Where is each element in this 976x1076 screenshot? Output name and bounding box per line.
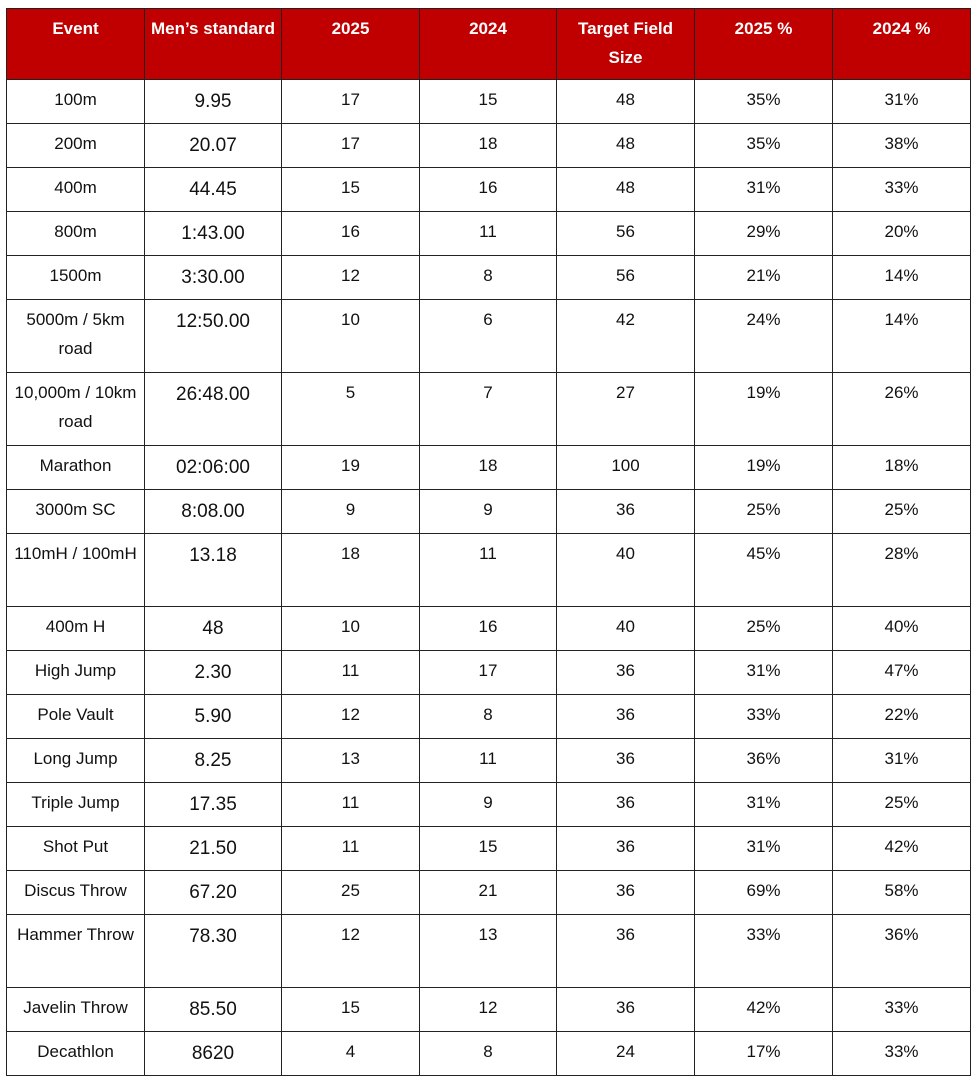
- event-cell: 10,000m / 10km road: [7, 373, 145, 446]
- percent-2025-cell: 69%: [695, 871, 833, 915]
- standard-cell: 26:48.00: [145, 373, 282, 446]
- standard-cell: 21.50: [145, 827, 282, 871]
- standard-cell: 67.20: [145, 871, 282, 915]
- percent-2024-cell: 33%: [833, 988, 971, 1032]
- table-row: [7, 80, 971, 124]
- event-cell: 100m: [7, 80, 145, 124]
- table-row: [7, 300, 971, 373]
- table-row: [7, 695, 971, 739]
- table-row: [7, 212, 971, 256]
- percent-2024-cell: 18%: [833, 446, 971, 490]
- standard-cell: 9.95: [145, 80, 282, 124]
- percent-2025-cell: 33%: [695, 695, 833, 739]
- percent-2024-cell: 36%: [833, 915, 971, 988]
- standard-cell: 48: [145, 607, 282, 651]
- event-cell: 800m: [7, 212, 145, 256]
- count-2024-cell: 16: [420, 607, 557, 651]
- event-cell: Pole Vault: [7, 695, 145, 739]
- count-2024-cell: 8: [420, 1032, 557, 1076]
- table-row: [7, 651, 971, 695]
- count-2024-cell: 8: [420, 695, 557, 739]
- count-2025-cell: 9: [282, 490, 420, 534]
- count-2024-cell: 8: [420, 256, 557, 300]
- percent-2024-cell: 33%: [833, 168, 971, 212]
- event-cell: Long Jump: [7, 739, 145, 783]
- percent-2024-cell: 28%: [833, 534, 971, 607]
- target-field-cell: 36: [557, 827, 695, 871]
- percent-2025-cell: 45%: [695, 534, 833, 607]
- percent-2025-cell: 35%: [695, 80, 833, 124]
- target-field-cell: 48: [557, 80, 695, 124]
- table-row: [7, 827, 971, 871]
- header-2025: 2025: [282, 9, 420, 80]
- count-2025-cell: 5: [282, 373, 420, 446]
- event-cell: 200m: [7, 124, 145, 168]
- target-field-cell: 24: [557, 1032, 695, 1076]
- table-row: [7, 256, 971, 300]
- standard-cell: 3:30.00: [145, 256, 282, 300]
- count-2024-cell: 18: [420, 124, 557, 168]
- event-cell: 3000m SC: [7, 490, 145, 534]
- percent-2025-cell: 31%: [695, 827, 833, 871]
- count-2024-cell: 16: [420, 168, 557, 212]
- table-row: [7, 124, 971, 168]
- percent-2024-cell: 33%: [833, 1032, 971, 1076]
- event-cell: 110mH / 100mH: [7, 534, 145, 607]
- header-2024: 2024: [420, 9, 557, 80]
- count-2024-cell: 11: [420, 534, 557, 607]
- count-2025-cell: 12: [282, 256, 420, 300]
- count-2024-cell: 21: [420, 871, 557, 915]
- table-row: [7, 739, 971, 783]
- target-field-cell: 36: [557, 915, 695, 988]
- count-2024-cell: 11: [420, 212, 557, 256]
- standard-cell: 8620: [145, 1032, 282, 1076]
- percent-2024-cell: 14%: [833, 300, 971, 373]
- event-cell: High Jump: [7, 651, 145, 695]
- count-2025-cell: 11: [282, 827, 420, 871]
- target-field-cell: 36: [557, 739, 695, 783]
- percent-2024-cell: 20%: [833, 212, 971, 256]
- table-row: [7, 783, 971, 827]
- standard-cell: 8:08.00: [145, 490, 282, 534]
- percent-2024-cell: 31%: [833, 80, 971, 124]
- target-field-cell: 48: [557, 124, 695, 168]
- target-field-cell: 36: [557, 651, 695, 695]
- count-2025-cell: 17: [282, 124, 420, 168]
- percent-2024-cell: 31%: [833, 739, 971, 783]
- percent-2024-cell: 25%: [833, 783, 971, 827]
- event-cell: Javelin Throw: [7, 988, 145, 1032]
- percent-2025-cell: 35%: [695, 124, 833, 168]
- event-cell: 400m H: [7, 607, 145, 651]
- count-2025-cell: 12: [282, 915, 420, 988]
- table-row: [7, 168, 971, 212]
- standard-cell: 12:50.00: [145, 300, 282, 373]
- count-2025-cell: 10: [282, 300, 420, 373]
- target-field-cell: 56: [557, 212, 695, 256]
- count-2024-cell: 15: [420, 80, 557, 124]
- percent-2024-cell: 47%: [833, 651, 971, 695]
- count-2024-cell: 9: [420, 783, 557, 827]
- percent-2025-cell: 17%: [695, 1032, 833, 1076]
- count-2024-cell: 7: [420, 373, 557, 446]
- standard-cell: 13.18: [145, 534, 282, 607]
- percent-2025-cell: 19%: [695, 446, 833, 490]
- table-row: [7, 871, 971, 915]
- standard-cell: 17.35: [145, 783, 282, 827]
- event-cell: Triple Jump: [7, 783, 145, 827]
- count-2024-cell: 13: [420, 915, 557, 988]
- count-2025-cell: 13: [282, 739, 420, 783]
- event-cell: Decathlon: [7, 1032, 145, 1076]
- target-field-cell: 42: [557, 300, 695, 373]
- table-row: [7, 915, 971, 988]
- percent-2024-cell: 14%: [833, 256, 971, 300]
- target-field-cell: 36: [557, 490, 695, 534]
- table-row: [7, 607, 971, 651]
- standard-cell: 20.07: [145, 124, 282, 168]
- event-cell: 5000m / 5km road: [7, 300, 145, 373]
- target-field-cell: 40: [557, 607, 695, 651]
- percent-2024-cell: 25%: [833, 490, 971, 534]
- table-row: [7, 988, 971, 1032]
- event-cell: 400m: [7, 168, 145, 212]
- percent-2025-cell: 31%: [695, 783, 833, 827]
- target-field-cell: 36: [557, 988, 695, 1032]
- percent-2025-cell: 19%: [695, 373, 833, 446]
- event-cell: 1500m: [7, 256, 145, 300]
- header-event: Event: [7, 9, 145, 80]
- standard-cell: 44.45: [145, 168, 282, 212]
- count-2024-cell: 9: [420, 490, 557, 534]
- percent-2024-cell: 42%: [833, 827, 971, 871]
- percent-2024-cell: 58%: [833, 871, 971, 915]
- standard-cell: 8.25: [145, 739, 282, 783]
- count-2024-cell: 18: [420, 446, 557, 490]
- percent-2025-cell: 36%: [695, 739, 833, 783]
- percent-2025-cell: 33%: [695, 915, 833, 988]
- count-2025-cell: 12: [282, 695, 420, 739]
- event-cell: Marathon: [7, 446, 145, 490]
- percent-2025-cell: 21%: [695, 256, 833, 300]
- event-cell: Hammer Throw: [7, 915, 145, 988]
- percent-2025-cell: 31%: [695, 651, 833, 695]
- header-2025-percent: 2025 %: [695, 9, 833, 80]
- count-2025-cell: 18: [282, 534, 420, 607]
- table-row: [7, 534, 971, 607]
- percent-2024-cell: 22%: [833, 695, 971, 739]
- table-row: [7, 1032, 971, 1076]
- standard-cell: 02:06:00: [145, 446, 282, 490]
- count-2024-cell: 12: [420, 988, 557, 1032]
- header-mens-standard: Men’s standard: [145, 9, 282, 80]
- count-2025-cell: 17: [282, 80, 420, 124]
- percent-2025-cell: 29%: [695, 212, 833, 256]
- target-field-cell: 100: [557, 446, 695, 490]
- count-2024-cell: 15: [420, 827, 557, 871]
- percent-2025-cell: 31%: [695, 168, 833, 212]
- table-row: [7, 446, 971, 490]
- standards-table: [6, 8, 971, 1076]
- event-cell: Discus Throw: [7, 871, 145, 915]
- standard-cell: 78.30: [145, 915, 282, 988]
- target-field-cell: 36: [557, 871, 695, 915]
- target-field-cell: 27: [557, 373, 695, 446]
- table-body: [7, 80, 971, 1076]
- target-field-cell: 40: [557, 534, 695, 607]
- percent-2024-cell: 40%: [833, 607, 971, 651]
- target-field-cell: 48: [557, 168, 695, 212]
- standard-cell: 85.50: [145, 988, 282, 1032]
- standard-cell: 2.30: [145, 651, 282, 695]
- count-2025-cell: 19: [282, 446, 420, 490]
- count-2024-cell: 6: [420, 300, 557, 373]
- count-2024-cell: 11: [420, 739, 557, 783]
- target-field-cell: 36: [557, 783, 695, 827]
- percent-2024-cell: 26%: [833, 373, 971, 446]
- percent-2025-cell: 25%: [695, 490, 833, 534]
- header-2024-percent: 2024 %: [833, 9, 971, 80]
- count-2024-cell: 17: [420, 651, 557, 695]
- table-row: [7, 373, 971, 446]
- count-2025-cell: 15: [282, 988, 420, 1032]
- header-target-field-size: Target Field Size: [557, 9, 695, 80]
- count-2025-cell: 15: [282, 168, 420, 212]
- count-2025-cell: 11: [282, 651, 420, 695]
- percent-2025-cell: 25%: [695, 607, 833, 651]
- table-row: [7, 490, 971, 534]
- percent-2025-cell: 24%: [695, 300, 833, 373]
- standard-cell: 1:43.00: [145, 212, 282, 256]
- count-2025-cell: 16: [282, 212, 420, 256]
- header-row: [7, 9, 971, 80]
- percent-2025-cell: 42%: [695, 988, 833, 1032]
- target-field-cell: 56: [557, 256, 695, 300]
- count-2025-cell: 4: [282, 1032, 420, 1076]
- count-2025-cell: 11: [282, 783, 420, 827]
- standard-cell: 5.90: [145, 695, 282, 739]
- event-cell: Shot Put: [7, 827, 145, 871]
- count-2025-cell: 25: [282, 871, 420, 915]
- target-field-cell: 36: [557, 695, 695, 739]
- count-2025-cell: 10: [282, 607, 420, 651]
- percent-2024-cell: 38%: [833, 124, 971, 168]
